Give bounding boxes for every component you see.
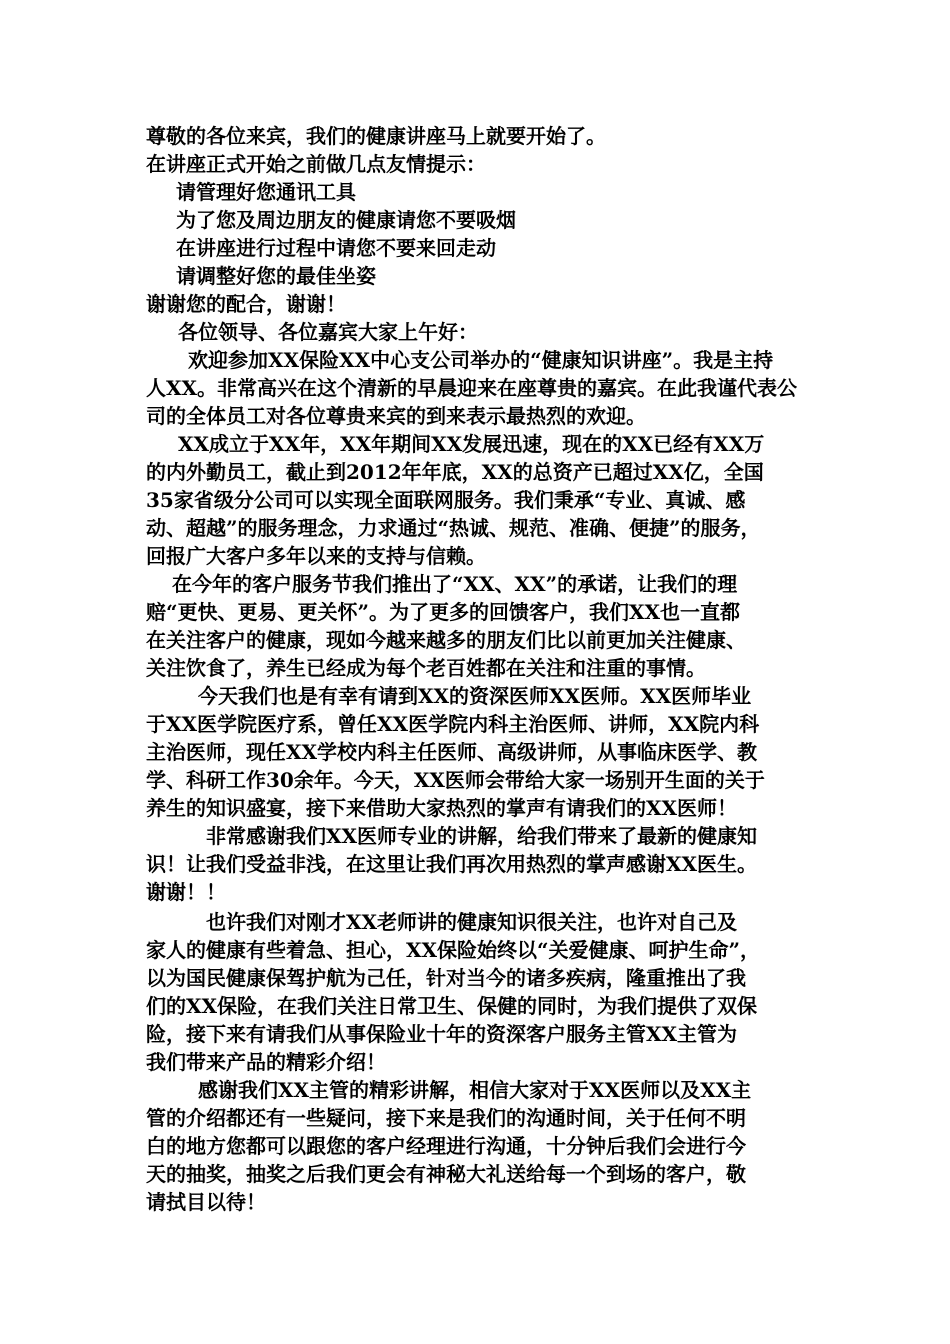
paragraph-line: 于XX医学院医疗系，曾任XX医学院内科主治医师、讲师，XX院内科 [146,712,760,736]
paragraph-line: 非常感谢我们XX医师专业的讲解，给我们带来了最新的健康知 [206,824,758,848]
paragraph-line: 主治医师，现任XX学校内科主任医师、高级讲师，从事临床医学、教 [146,740,758,764]
paragraph-line: 人XX。非常高兴在这个清新的早晨迎来在座尊贵的嘉宾。在此我谨代表公 [146,376,798,400]
paragraph-line: 感谢我们XX主管的精彩讲解，相信大家对于XX医师以及XX主 [198,1078,752,1102]
document-page [146,122,810,1216]
salutation-line: 各位领导、各位嘉宾大家上午好： [178,320,478,344]
paragraph-line: 司的全体员工对各位尊贵来宾的到来表示最热烈的欢迎。 [146,404,646,428]
paragraph-line: 请拭目以待！ [146,1190,266,1214]
paragraph-line: 在关注客户的健康，现如今越来越多的朋友们比以前更加关注健康、 [146,628,746,652]
paragraph-line: 养生的知识盛宴，接下来借助大家热烈的掌声有请我们的XX医师！ [146,796,738,820]
paragraph-line: 动、超越”的服务理念，力求通过“热诚、规范、准确、便捷”的服务， [146,516,761,540]
paragraph-line: 家人的健康有些着急、担心，XX保险始终以“关爱健康、呵护生命”， [146,938,761,962]
paragraph-line: 识！让我们受益非浅，在这里让我们再次用热烈的掌声感谢XX医生。 [146,852,758,876]
tip-item: 在讲座进行过程中请您不要来回走动 [176,236,496,260]
paragraph-line: 35家省级分公司可以实现全面联网服务。我们秉承“专业、真诚、感 [146,488,746,512]
paragraph-line: 我们带来产品的精彩介绍！ [146,1050,386,1074]
paragraph-line: 回报广大客户多年以来的支持与信赖。 [146,544,486,568]
paragraph-line: 谢谢！！ [146,880,226,904]
paragraph-line: XX成立于XX年，XX年期间XX发展迅速，现在的XX已经有XX万 [178,432,765,456]
paragraph-line: 以为国民健康保驾护航为己任，针对当今的诸多疾病，隆重推出了我 [146,966,746,990]
tip-item: 请管理好您通讯工具 [176,180,356,204]
paragraph-line: 关注饮食了，养生已经成为每个老百姓都在关注和注重的事情。 [146,656,706,680]
tip-item: 为了您及周边朋友的健康请您不要吸烟 [176,208,516,232]
paragraph-line: 今天我们也是有幸有请到XX的资深医师XX医师。XX医师毕业 [198,684,752,708]
paragraph-line: 赔“更快、更易、更关怀”。为了更多的回馈客户，我们XX也一直都 [146,600,741,624]
tip-item: 请调整好您的最佳坐姿 [176,264,376,288]
paragraph-line: 天的抽奖，抽奖之后我们更会有神秘大礼送给每一个到场的客户，敬 [146,1162,746,1186]
paragraph-line: 欢迎参加XX保险XX中心支公司举办的“健康知识讲座”。我是主持 [188,348,774,372]
greeting-line: 尊敬的各位来宾，我们的健康讲座马上就要开始了。 [146,124,606,148]
thanks-line: 谢谢您的配合，谢谢！ [146,292,346,316]
paragraph-line: 的内外勤员工，截止到2012年年底，XX的总资产已超过XX亿，全国 [146,460,764,484]
paragraph-line: 们的XX保险，在我们关注日常卫生、保健的同时，为我们提供了双保 [146,994,758,1018]
paragraph-line: 学、科研工作30余年。今天，XX医师会带给大家一场别开生面的关于 [146,768,765,792]
paragraph-line: 管的介绍都还有一些疑问，接下来是我们的沟通时间，关于任何不明 [146,1106,746,1130]
paragraph-line: 险，接下来有请我们从事保险业十年的资深客户服务主管XX主管为 [146,1022,738,1046]
paragraph-line: 白的地方您都可以跟您的客户经理进行沟通，十分钟后我们会进行今 [146,1134,746,1158]
tips-intro-line: 在讲座正式开始之前做几点友情提示： [146,152,486,176]
paragraph-line: 在今年的客户服务节我们推出了“XX、XX”的承诺，让我们的理 [172,572,738,596]
paragraph-line: 也许我们对刚才XX老师讲的健康知识很关注，也许对自己及 [206,910,738,934]
